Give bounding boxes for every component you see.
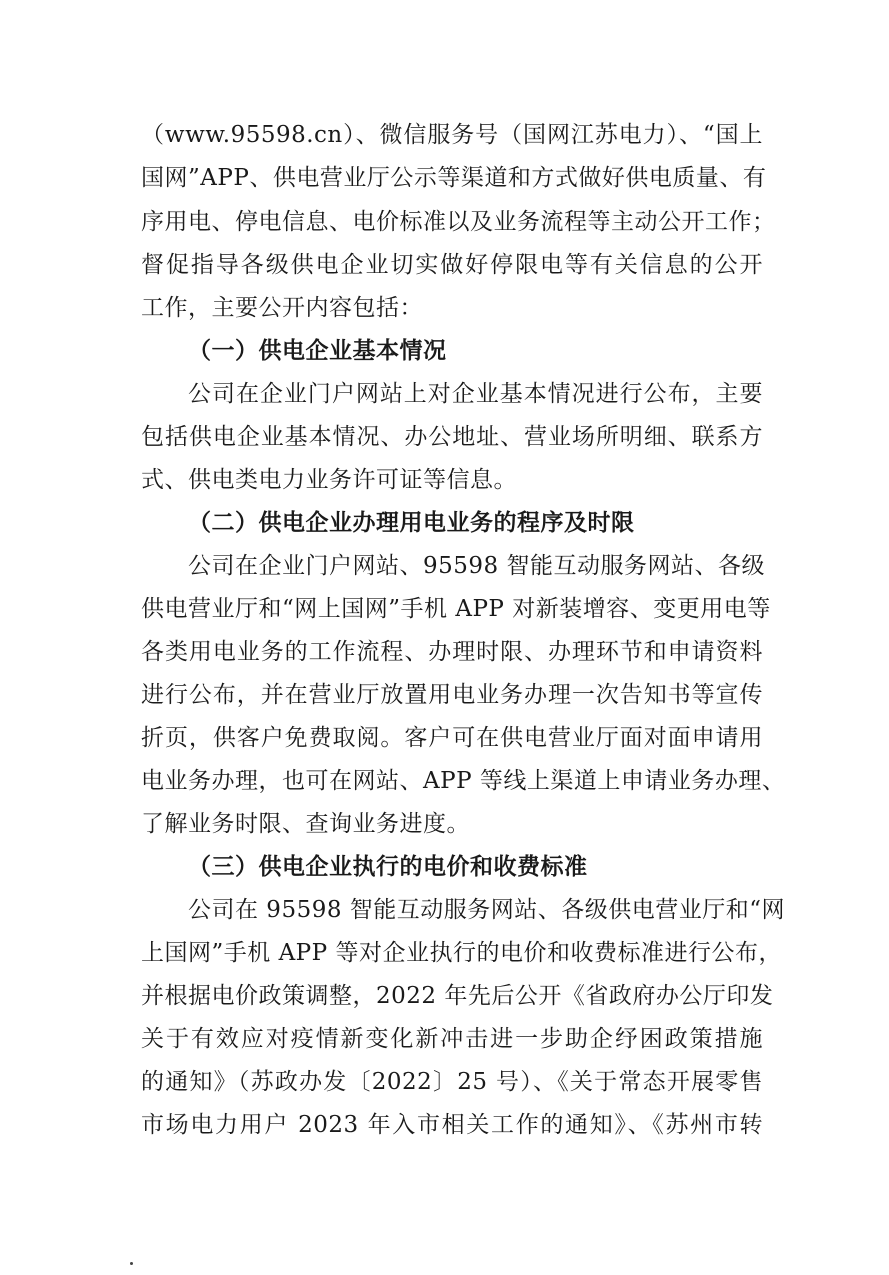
body-text-line: 并根据电价政策调整，2022 年先后公开《省政府办公厅印发: [141, 983, 774, 1009]
body-text-line: 各类用电业务的工作流程、办理时限、办理环节和申请资料: [141, 639, 763, 665]
body-text-line: 督促指导各级供电企业切实做好停限电等有关信息的公开: [141, 252, 763, 278]
body-text-line: 折页，供客户免费取阅。客户可在供电营业厅面对面申请用: [141, 725, 763, 751]
body-text-line: 市场电力用户 2023 年入市相关工作的通知》、《苏州市转: [141, 1112, 763, 1138]
body-text-line: 包括供电企业基本情况、办公地址、营业场所明细、联系方: [141, 424, 763, 450]
body-text-line: 公司在 95598 智能互动服务网站、各级供电营业厅和“网: [188, 897, 786, 923]
body-text-line: 进行公布，并在营业厅放置用电业务办理一次告知书等宣传: [141, 682, 763, 708]
body-text-line: 工作，主要公开内容包括：: [141, 295, 423, 321]
body-text-line: 关于有效应对疫情新变化新冲击进一步助企纾困政策措施: [141, 1026, 763, 1052]
body-text-line: 上国网”手机 APP 等对企业执行的电价和收费标准进行公布，: [141, 940, 782, 966]
body-text-line: 了解业务时限、查询业务进度。: [141, 811, 470, 837]
body-text-line: 供电营业厅和“网上国网”手机 APP 对新装增容、变更用电等: [141, 596, 771, 622]
section-heading: （二）供电企业办理用电业务的程序及时限: [188, 509, 635, 536]
scan-speck: [130, 1262, 133, 1265]
body-text-line: 序用电、停电信息、电价标准以及业务流程等主动公开工作；: [141, 209, 776, 235]
body-text-line: 电业务办理，也可在网站、APP 等线上渠道上申请业务办理、: [141, 768, 786, 794]
section-heading: （一）供电企业基本情况: [188, 337, 447, 364]
body-text-line: 式、供电类电力业务许可证等信息。: [141, 467, 517, 493]
body-text-line: 公司在企业门户网站、95598 智能互动服务网站、各级: [188, 553, 765, 579]
body-text-line: 的通知》（苏政办发〔2022〕25 号）、《关于常态开展零售: [141, 1069, 763, 1095]
body-text-line: 公司在企业门户网站上对企业基本情况进行公布，主要: [188, 381, 763, 407]
body-text-line: 国网”APP、供电营业厅公示等渠道和方式做好供电质量、有: [141, 165, 767, 191]
body-text-line: （www.95598.cn）、微信服务号（国网江苏电力）、“国上: [141, 122, 763, 148]
section-heading: （三）供电企业执行的电价和收费标准: [188, 853, 588, 880]
